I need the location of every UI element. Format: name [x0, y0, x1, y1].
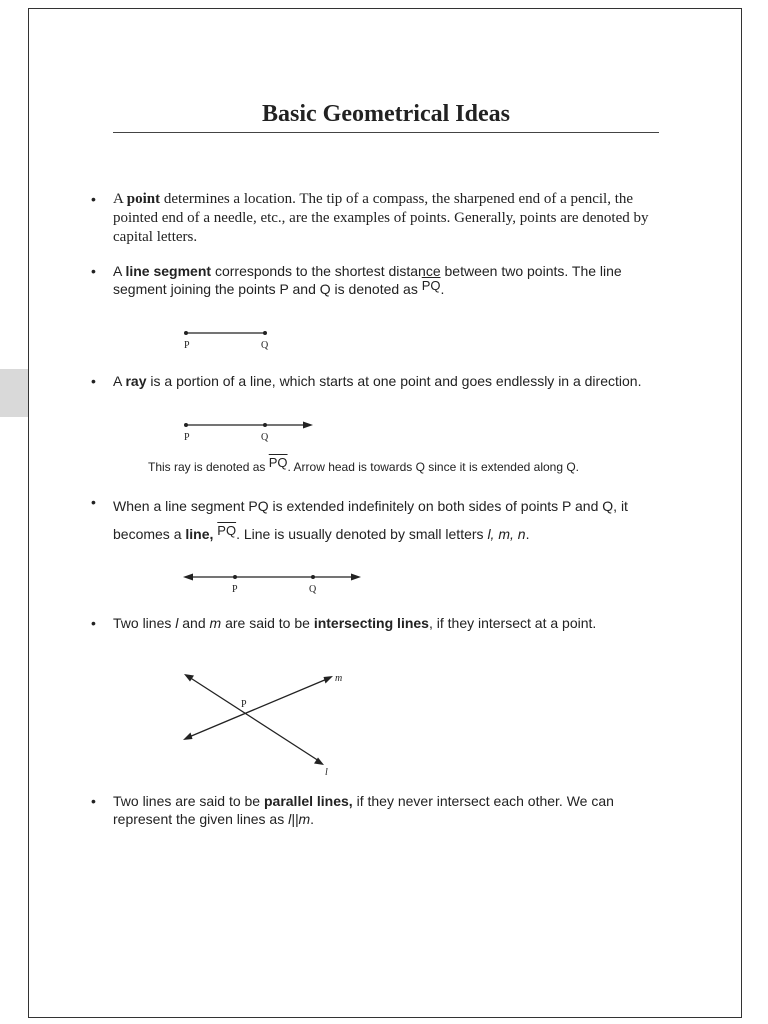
intersecting-line-m — [189, 679, 327, 737]
segment-point-p — [184, 331, 188, 335]
bullet-point-parallel: • — [91, 793, 96, 809]
segment-label-p: P — [184, 340, 190, 351]
line-notation: $\overline{PQ}$ — [217, 523, 237, 538]
bullet-point-point: • — [91, 191, 96, 207]
ray-caption: This ray is denoted as $\overline{PQ}$. Arrow head is towards Q since it is extended along Q. — [148, 455, 580, 474]
document-page — [28, 8, 742, 1018]
intersecting-definition: Two lines l and m are said to be intersecting lines, if they intersect at a point. — [113, 615, 597, 631]
parallel-term: parallel lines, — [263, 793, 353, 809]
segment-point-q — [263, 331, 267, 335]
bullet-point-line: • — [91, 494, 96, 510]
segment-figure — [179, 325, 269, 355]
line-term: line, — [185, 526, 214, 542]
segment-definition: A line segment corresponds to the shortest distance between two points. The line segment joining the points P and Q is denoted as $\overline{PQ}$. — [113, 263, 622, 297]
page-title: Basic Geometrical Ideas — [262, 101, 510, 127]
line-label-m: m — [335, 673, 343, 684]
bullet-point-segment: • — [91, 263, 96, 279]
ray-definition: A ray is a portion of a line, which starts at one point and goes endlessly in a direction. — [113, 373, 642, 389]
bullet-point-intersecting: • — [91, 615, 96, 631]
segment-label-q: Q — [261, 340, 269, 351]
line-figure — [179, 569, 369, 599]
line-l-arrowhead-start — [184, 674, 194, 682]
segment-notation: $\overline{PQ}$ — [421, 278, 441, 293]
ray-notation: $\overline{PQ}$ — [268, 455, 288, 470]
line-point-q — [311, 575, 315, 579]
ray-label-p: P — [184, 432, 190, 443]
line-label-q: Q — [309, 584, 317, 595]
bullet-point-ray: • — [91, 373, 96, 389]
ray-point-q — [263, 423, 267, 427]
line-label-l: l — [325, 767, 328, 778]
point-definition: A point determines a location. The tip of a compass, the sharpened end of a pencil, the pointed end of a needle, etc., are the examples of points. Generally, points are denoted by capital letters. — [113, 191, 649, 245]
parallel-notation: l||m — [288, 811, 311, 827]
intersecting-line-l — [189, 677, 319, 761]
line-label-p: P — [232, 584, 238, 595]
title-divider — [113, 132, 659, 133]
line-point-p — [233, 575, 237, 579]
ray-label-q: Q — [261, 432, 269, 443]
line-arrowhead-right — [351, 574, 361, 581]
line-letters: l, m, n — [487, 526, 526, 542]
line-m-arrowhead-start — [183, 733, 193, 741]
line-definition: When a line segment PQ is extended indefinitely on both sides of points P and Q, it becomes a line, $\overline{PQ}$. Line is usually denoted by small letters l, m, n. — [113, 498, 628, 542]
parallel-definition: Two lines are said to be parallel lines, if they never intersect each other. We can represent the given lines as l||m. — [113, 793, 614, 827]
line-m-arrowhead-end — [324, 676, 334, 684]
segment-term: line segment — [125, 263, 212, 279]
line-arrowhead-left — [183, 574, 193, 581]
ray-arrowhead — [303, 422, 313, 429]
intersection-label-p: P — [241, 699, 247, 710]
intersecting-term: intersecting lines — [313, 615, 429, 631]
ray-figure — [179, 417, 319, 447]
ray-point-p — [184, 423, 188, 427]
intersecting-figure — [179, 665, 359, 778]
ray-term: ray — [125, 373, 147, 389]
point-term: point — [126, 191, 161, 207]
